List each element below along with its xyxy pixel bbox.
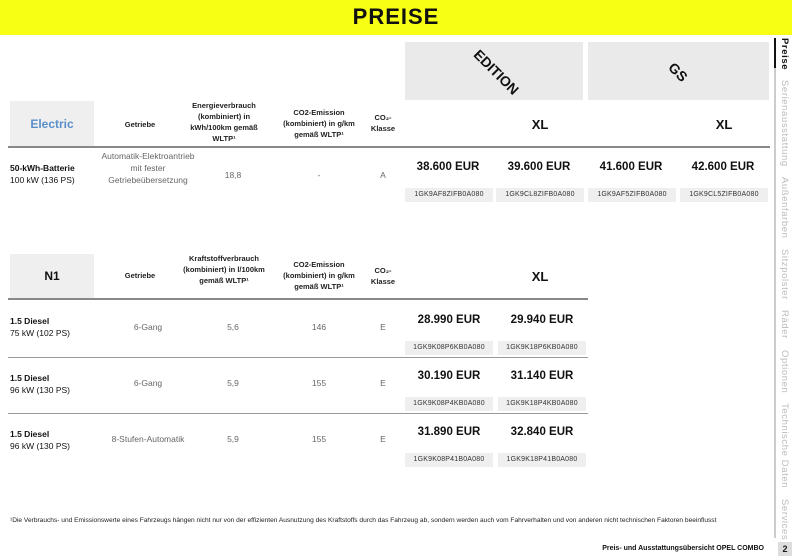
row-engine: 1.5 Diesel — [10, 316, 50, 326]
side-nav-items — [779, 38, 790, 547]
cell-getriebe: 6-Gang — [133, 322, 163, 332]
cell-getriebe: Automatik-Elektroantrieb mit fester Getriebeübersetzung — [101, 151, 195, 185]
side-nav-item-aussenfarben[interactable]: Außenfarben — [779, 177, 790, 239]
price: 38.600 EUR — [416, 161, 480, 173]
cell-klasse: A — [380, 170, 386, 180]
model-code: 1GK9AF5ZIFB0A080 — [588, 188, 676, 202]
page-number: 2 — [778, 542, 792, 556]
cell-klasse: E — [380, 434, 386, 444]
header-co2-klasse: CO₂-Klasse — [370, 113, 396, 133]
model-code: 1GK9AF8ZIFB0A080 — [405, 188, 493, 202]
header-co2-klasse: CO₂-Klasse — [370, 266, 396, 286]
header-getriebe: Getriebe — [124, 271, 156, 280]
trim-xl: XL — [531, 269, 549, 284]
price: 41.600 EUR — [599, 161, 663, 173]
header-co2-emission: CO2-Emission (kombiniert) in g/km gemäß WLTP¹ — [283, 108, 355, 139]
price: 31.140 EUR — [510, 370, 574, 382]
model-code: 1GK9K08P6KB0A080 — [405, 341, 493, 355]
model-n1: N1 — [10, 254, 94, 298]
cell-verbrauch: 5,9 — [227, 434, 239, 444]
model-code: 1GK9K18P6KB0A080 — [498, 341, 586, 355]
price: 31.890 EUR — [417, 426, 481, 438]
model-code: 1GK9CL5ZIFB0A080 — [680, 188, 768, 202]
row-power: 75 kW (102 PS) — [10, 328, 70, 338]
side-nav-track — [774, 38, 776, 538]
row-engine: 1.5 Diesel — [10, 429, 50, 439]
model-code: 1GK9K18P4KB0A080 — [498, 397, 586, 411]
price: 39.600 EUR — [507, 161, 571, 173]
cell-emission: - — [317, 170, 321, 180]
price: 30.190 EUR — [417, 370, 481, 382]
price: 28.990 EUR — [417, 314, 481, 326]
header-co2-emission: CO2-Emission (kombiniert) in g/km gemäß WLTP¹ — [283, 260, 355, 291]
row-name — [10, 162, 110, 186]
divider — [8, 146, 770, 148]
trim-xl-gs: XL — [715, 117, 733, 132]
divider — [8, 298, 588, 300]
cell-getriebe: 8-Stufen-Automatik — [111, 434, 185, 444]
model-code: 1GK9K08P4KB0A080 — [405, 397, 493, 411]
side-nav-item-serienausstattung[interactable]: Serienausstattung — [779, 80, 790, 168]
divider — [8, 357, 588, 358]
model-code: 1GK9CL8ZIFB0A080 — [496, 188, 584, 202]
cell-emission: 155 — [311, 378, 327, 388]
side-nav-item-raeder[interactable]: Räder — [779, 310, 790, 340]
cell-klasse: E — [380, 322, 386, 332]
side-nav-item-technische-daten[interactable]: Technische Daten — [779, 403, 790, 489]
price: 42.600 EUR — [691, 161, 755, 173]
cell-getriebe: 6-Gang — [133, 378, 163, 388]
row-power: 96 kW (130 PS) — [10, 441, 70, 451]
cell-klasse: E — [380, 378, 386, 388]
side-nav-item-services[interactable]: Services — [779, 498, 790, 540]
row-engine: 50-kWh-Batterie — [10, 163, 75, 173]
side-nav-item-preise[interactable]: Preise — [779, 38, 790, 71]
row-power: 100 kW (136 PS) — [10, 175, 75, 185]
price: 29.940 EUR — [510, 314, 574, 326]
trim-label-edition: EDITION — [470, 46, 523, 98]
page-title: PREISE — [352, 4, 440, 29]
header-energieverbrauch: Energieverbrauch (kombiniert) in kWh/100km gemäß WLTP¹ — [190, 101, 258, 143]
footnote: ¹Die Verbrauchs- und Emissionswerte eines Fahrzeugs hängen nicht nur von der effizienten Ausnutzung des Kraftstoffs durch das Fahrzeug ab, sondern werden auch vom Fahrverhalten und von anderen nicht technischen Faktoren beeinflusst — [10, 517, 717, 524]
cell-emission: 146 — [311, 322, 327, 332]
row-power: 96 kW (130 PS) — [10, 385, 70, 395]
cell-verbrauch: 5,6 — [227, 322, 239, 332]
header-getriebe: Getriebe — [124, 120, 156, 129]
cell-verbrauch: 18,8 — [224, 170, 242, 180]
model-electric: Electric — [10, 101, 94, 146]
row-name — [10, 315, 110, 339]
side-nav-item-sitzpolster[interactable]: Sitzpolster — [779, 249, 790, 301]
price: 32.840 EUR — [510, 426, 574, 438]
model-code: 1GK9K18P41B0A080 — [498, 453, 586, 467]
header-kraftstoffverbrauch: Kraftstoffverbrauch (kombiniert) in l/100km gemäß WLTP¹ — [183, 254, 265, 285]
row-engine: 1.5 Diesel — [10, 373, 50, 383]
divider — [8, 413, 588, 414]
row-name — [10, 372, 110, 396]
trim-label-gs: GS — [665, 59, 691, 85]
cell-emission: 155 — [311, 434, 327, 444]
trim-xl-edition: XL — [531, 117, 549, 132]
cell-verbrauch: 5,9 — [227, 378, 239, 388]
side-nav-active-indicator — [774, 38, 776, 68]
header-bar — [0, 0, 792, 35]
side-nav-item-optionen[interactable]: Optionen — [779, 349, 790, 393]
model-code: 1GK9K08P41B0A080 — [405, 453, 493, 467]
footer-text: Preis- und Ausstattungsübersicht OPEL COMBO — [602, 545, 764, 552]
